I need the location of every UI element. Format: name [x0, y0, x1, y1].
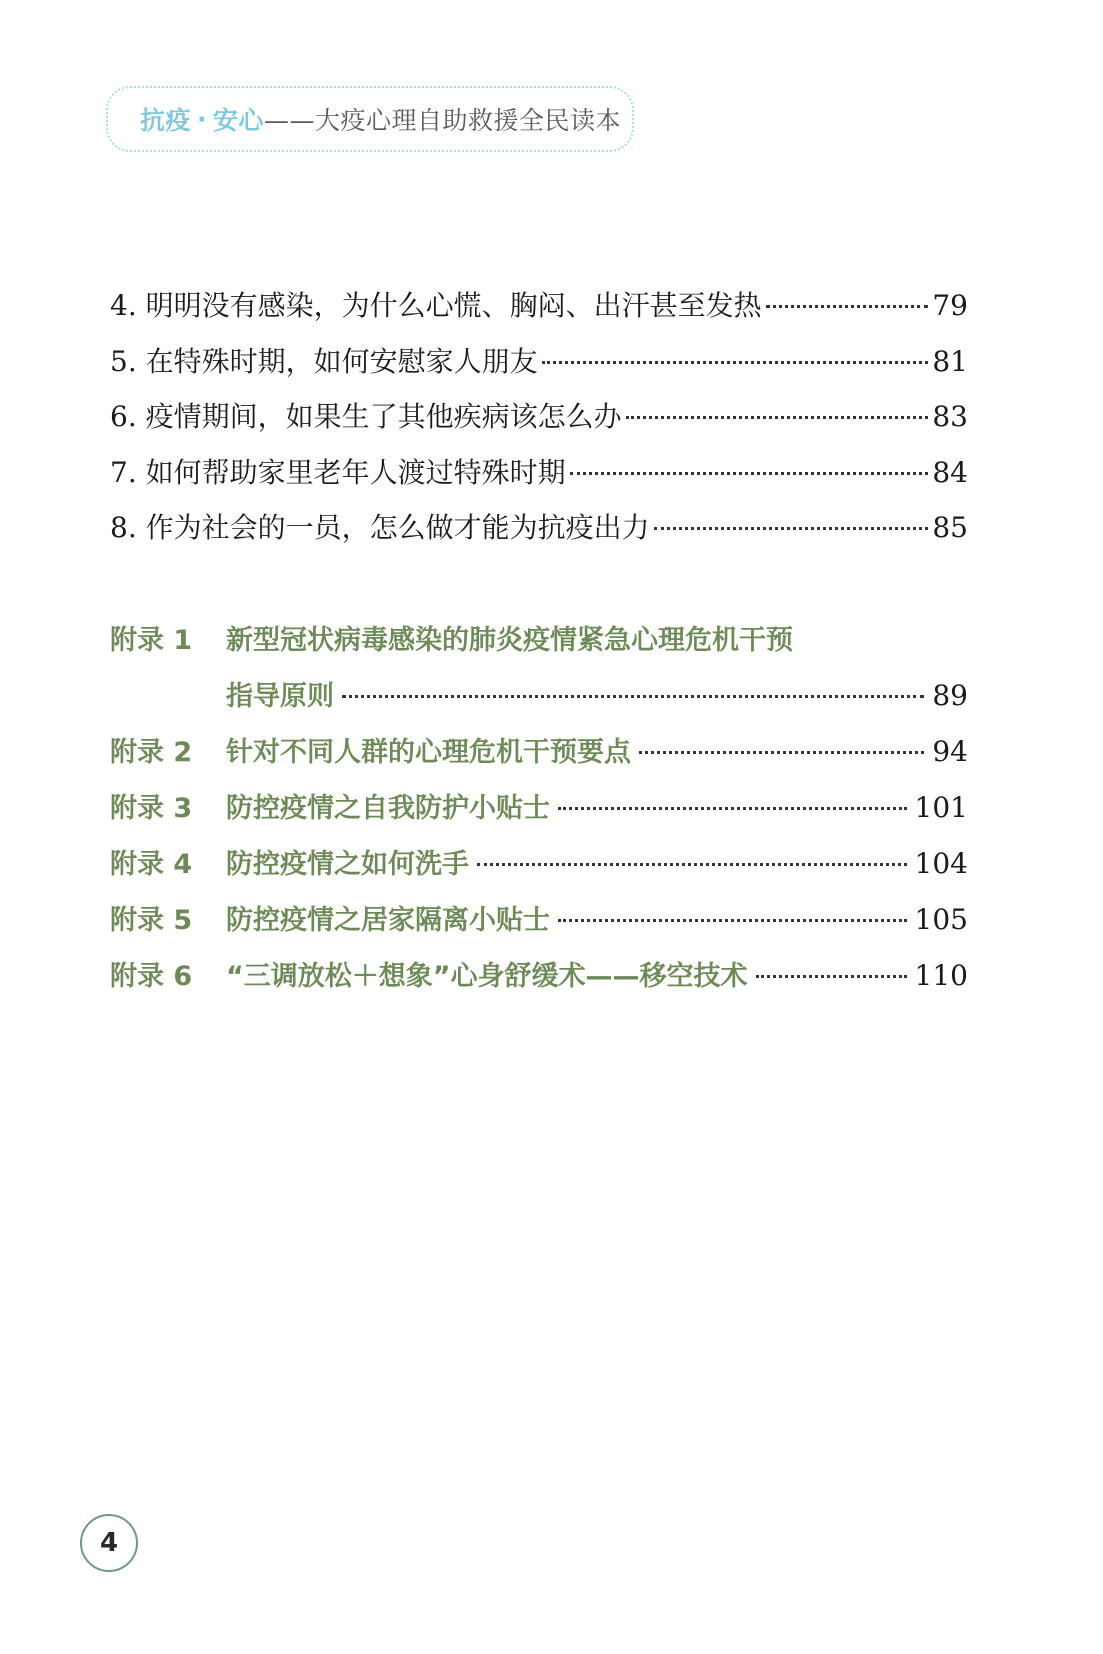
- header-separator: ·: [197, 104, 208, 134]
- appendix-page: 104: [914, 847, 968, 880]
- appendix-title: 指导原则: [226, 681, 334, 712]
- table-of-contents: [110, 284, 968, 562]
- appendix-entry[interactable]: [110, 786, 968, 842]
- appendix-page: 105: [914, 903, 968, 936]
- appendix-label: 附录 6: [110, 961, 193, 992]
- toc-entry[interactable]: [110, 284, 968, 340]
- toc-entry-title: 8. 作为社会的一员，怎么做才能为抗疫出力: [110, 511, 650, 544]
- appendix-entry[interactable]: [110, 898, 968, 954]
- dot-leader: [626, 416, 929, 419]
- appendix-title: 防控疫情之如何洗手: [226, 849, 469, 880]
- appendix-page: 110: [914, 959, 968, 992]
- appendix-title: 针对不同人群的心理危机干预要点: [226, 737, 631, 768]
- appendix-entry[interactable]: [110, 730, 968, 786]
- appendix-title: 新型冠状病毒感染的肺炎疫情紧急心理危机干预: [226, 625, 793, 656]
- header-title-part2: 安心: [213, 106, 265, 135]
- appendix-page: 89: [932, 679, 968, 712]
- appendix-title: 防控疫情之自我防护小贴士: [226, 793, 550, 824]
- appendix-entry[interactable]: [110, 842, 968, 898]
- dot-leader: [570, 472, 929, 475]
- toc-entry-title: 4. 明明没有感染，为什么心慌、胸闷、出汗甚至发热: [110, 289, 762, 322]
- dot-leader: [766, 305, 929, 308]
- appendix-label: 附录 4: [110, 849, 193, 880]
- dot-leader: [654, 527, 929, 530]
- toc-entry-title: 6. 疫情期间，如果生了其他疾病该怎么办: [110, 400, 622, 433]
- dot-leader: [639, 751, 924, 754]
- header-title-part1: 抗疫: [140, 106, 192, 135]
- header-title-rest: ——大疫心理自助救援全民读本: [264, 106, 622, 135]
- toc-entry[interactable]: [110, 395, 968, 451]
- appendix-title: “三调放松＋想象”心身舒缓术——移空技术: [226, 961, 748, 992]
- appendix-page: 94: [932, 735, 968, 768]
- dot-leader: [342, 695, 924, 698]
- appendix-label: 附录 5: [110, 905, 193, 936]
- dot-leader: [558, 919, 907, 922]
- toc-entry-title: 7. 如何帮助家里老年人渡过特殊时期: [110, 455, 566, 489]
- toc-entry-page: 85: [932, 511, 968, 544]
- dot-leader: [756, 975, 907, 978]
- toc-entry[interactable]: [110, 451, 968, 507]
- toc-entry-page: 79: [932, 289, 968, 322]
- header-banner: [106, 86, 634, 152]
- toc-entry-page: 83: [932, 400, 968, 433]
- toc-entry-page: 84: [932, 455, 968, 489]
- appendix-page: 101: [914, 791, 968, 824]
- appendix-entry[interactable]: [110, 954, 968, 1010]
- appendix-title: 防控疫情之居家隔离小贴士: [226, 905, 550, 936]
- appendix-label: 附录 1: [110, 625, 193, 656]
- toc-entry-title: 5. 在特殊时期，如何安慰家人朋友: [110, 344, 538, 378]
- appendix-label: 附录 2: [110, 737, 193, 768]
- page-number: 4: [80, 1514, 138, 1572]
- appendix-entry-continuation[interactable]: [110, 674, 968, 730]
- toc-entry[interactable]: [110, 506, 968, 562]
- dot-leader: [477, 863, 907, 866]
- toc-entry[interactable]: [110, 340, 968, 396]
- appendix-list: [110, 618, 968, 1010]
- dot-leader: [542, 361, 929, 364]
- appendix-entry[interactable]: [110, 618, 968, 674]
- toc-entry-page: 81: [932, 344, 968, 378]
- appendix-label: 附录 3: [110, 793, 193, 824]
- dot-leader: [558, 807, 907, 810]
